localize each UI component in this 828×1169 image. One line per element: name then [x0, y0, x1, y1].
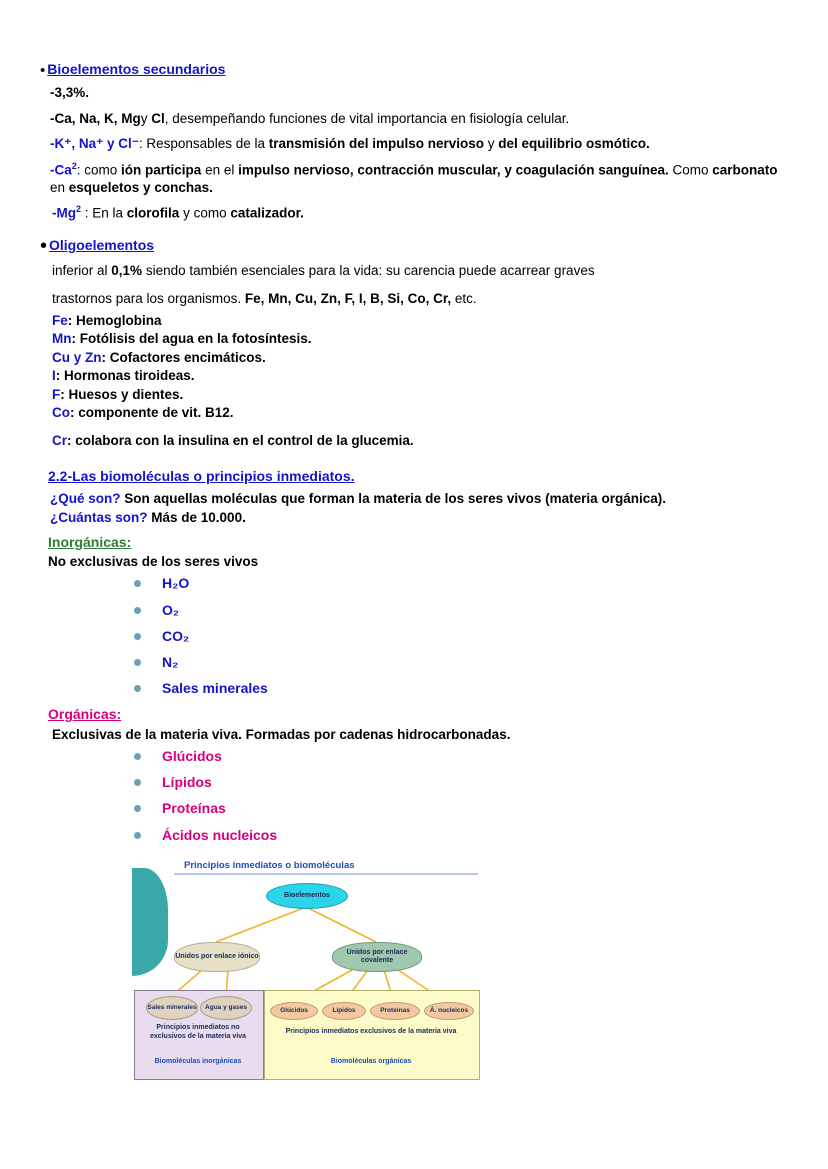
secundarios-percentage: -3,3%. — [50, 85, 90, 101]
diagram-pill-acidos-nucleicos: Á. nucleicos — [424, 1002, 474, 1020]
list-item — [130, 627, 784, 645]
element-cl: Cl — [151, 110, 165, 126]
list-item — [130, 574, 784, 592]
list-item — [130, 601, 784, 619]
diagram-node-enlace-ionico: Unidos por enlace iónico — [174, 942, 260, 972]
diagram-label-biomoleculas-organicas: Biomoléculas orgánicas — [330, 1057, 412, 1065]
list-item — [52, 330, 784, 348]
diagram-node-enlace-covalente: Unidos por enlace covalente — [332, 942, 422, 972]
molecule-label: H₂O — [162, 575, 190, 592]
ca-bold-2: impulso nervioso, contracción muscular, y coagulación sanguínea. — [238, 162, 669, 178]
oligo-symbol: I — [52, 368, 56, 384]
question-answer: Más de 10.000. — [147, 510, 246, 526]
oligo-text: : Hemoglobina — [67, 312, 162, 328]
heading-oligoelementos — [40, 236, 784, 256]
diagram-node-bioelementos: Bioelementos — [266, 883, 348, 909]
oligo-symbol: Mn — [52, 331, 72, 347]
oligo-p2-pre: trastornos para los organismos. — [52, 291, 245, 307]
question-label: ¿Qué son? — [50, 490, 121, 506]
diagram-caption-organic: Principios inmediatos exclusivos de la materia viva — [285, 1027, 457, 1035]
biomolecules-diagram — [132, 856, 482, 1086]
diagram-pill-proteinas: Proteínas — [370, 1002, 420, 1020]
list-item — [130, 747, 784, 765]
heading-text: Bioelementos secundarios — [47, 61, 226, 77]
ca-line — [40, 161, 784, 197]
heading-text: Oligoelementos — [49, 237, 155, 254]
organic-molecule-list — [40, 747, 784, 844]
bullet-icon: • — [40, 235, 48, 258]
diagram-title: Principios inmediatos o biomoléculas — [184, 859, 355, 871]
category-subtitle-organicas: Exclusivas de la materia viva. Formadas por cadenas hidrocarbonadas. — [52, 726, 511, 742]
secundarios-elements-line — [40, 110, 784, 128]
molecule-label: Proteínas — [162, 800, 226, 817]
list-item — [52, 367, 784, 385]
k-na-cl-symbols: -K⁺, Na⁺ y Cl⁻ — [50, 136, 139, 152]
mg-bold-2: catalizador. — [230, 205, 304, 221]
oligo-p1-pre: inferior al — [52, 263, 112, 279]
list-item — [130, 679, 784, 697]
oligo-text: : Huesos y dientes. — [60, 386, 184, 402]
list-item — [52, 432, 784, 450]
elements-conj: y — [140, 110, 148, 126]
question-que-son — [40, 490, 784, 508]
oligo-p2-bold: Fe, Mn, Cu, Zn, F, I, B, Si, Co, Cr, — [244, 291, 452, 307]
diagram-caption-inorganic: Principios inmediatos no exclusivos de la materia viva — [149, 1023, 247, 1040]
elements-rest: , desempeñando funciones de vital importancia en fisiología celular. — [164, 110, 570, 126]
oligo-symbol: F — [52, 386, 61, 402]
list-item — [130, 826, 784, 844]
oligo-element-list — [40, 312, 784, 450]
diagram-pill-sales-minerales: Sales minerales — [146, 996, 198, 1020]
section-title-biomoleculas: 2.2-Las biomoléculas o principios inmediatos. — [48, 468, 355, 485]
ca-text-1: : como — [76, 162, 122, 178]
oligo-paragraph-1 — [40, 262, 784, 280]
inorganic-molecule-list — [40, 574, 784, 697]
mg-line — [40, 204, 784, 222]
list-item — [130, 653, 784, 671]
molecule-label: N₂ — [162, 653, 179, 670]
oligo-text: : colabora con la insulina en el control de la glucemia. — [67, 432, 414, 448]
ca-text-4: en — [50, 179, 69, 195]
ca-bold-1: ión participa — [121, 162, 202, 178]
bullet-icon: • — [40, 62, 46, 79]
elements-list: -Ca, Na, K, Mg — [50, 110, 141, 126]
category-subtitle-inorganicas: No exclusivas de los seres vivos — [48, 553, 259, 569]
oligo-text: : Cofactores encimáticos. — [101, 349, 266, 365]
list-item — [52, 349, 784, 367]
ca-bold-3: carbonato — [712, 162, 778, 178]
oligo-p2-post: etc. — [451, 291, 477, 307]
molecule-label: Ácidos nucleicos — [162, 826, 278, 843]
list-item — [130, 799, 784, 817]
oligo-symbol: Cr — [52, 432, 68, 448]
ca-symbol: -Ca — [50, 162, 72, 178]
ca-text-3: Como — [668, 162, 713, 178]
category-title-organicas: Orgánicas: — [48, 706, 122, 723]
oligo-symbol: Co — [52, 405, 70, 421]
diagram-pill-glucidos: Glúcidos — [270, 1002, 318, 1020]
oligo-paragraph-2 — [40, 290, 784, 308]
list-item — [52, 404, 784, 422]
k-na-cl-bold-2: del equilibrio osmótico. — [498, 136, 650, 152]
oligo-symbol: Fe — [52, 312, 68, 328]
heading-bioelementos-secundarios — [40, 60, 784, 78]
k-na-cl-bold-1: transmisión del impulso nervioso — [268, 136, 485, 152]
mg-text-2: y como — [179, 205, 231, 221]
oligo-text: : Fotólisis del agua en la fotosíntesis. — [71, 331, 312, 347]
ca-superscript: 2 — [71, 160, 77, 171]
mg-bold-1: clorofila — [126, 205, 180, 221]
oligo-symbol: Cu y Zn — [52, 349, 102, 365]
molecule-label: Glúcidos — [162, 748, 222, 765]
k-na-cl-line — [40, 135, 784, 153]
list-item — [130, 773, 784, 791]
ca-bold-4: esqueletos y conchas. — [68, 179, 213, 195]
molecule-label: Lípidos — [162, 774, 212, 791]
question-answer: Son aquellas moléculas que forman la materia de los seres vivos (materia orgánica). — [120, 490, 666, 506]
molecule-label: CO₂ — [162, 627, 190, 644]
k-na-cl-text-2: y — [484, 136, 499, 152]
oligo-text: : componente de vit. B12. — [70, 405, 234, 421]
oligo-p1-post: siendo también esenciales para la vida: su carencia puede acarrear graves — [142, 263, 595, 279]
list-item — [52, 386, 784, 404]
mg-superscript: 2 — [76, 204, 82, 215]
molecule-label: Sales minerales — [162, 680, 268, 697]
oligo-p1-bold: 0,1% — [111, 263, 143, 279]
mg-text-1: : En la — [81, 205, 127, 221]
k-na-cl-text-1: : Responsables de la — [138, 136, 269, 152]
mg-symbol: -Mg — [52, 205, 76, 221]
question-label: ¿Cuántas son? — [50, 510, 148, 526]
question-cuantas-son — [40, 509, 784, 527]
diagram-label-biomoleculas-inorganicas: Biomoléculas inorgánicas — [154, 1057, 242, 1065]
list-item — [52, 312, 784, 330]
ca-text-2: en el — [201, 162, 239, 178]
diagram-pill-agua-gases: Agua y gases — [200, 996, 252, 1020]
diagram-pill-lipidos: Lípidos — [322, 1002, 366, 1020]
molecule-label: O₂ — [162, 601, 180, 618]
oligo-text: : Hormonas tiroideas. — [55, 368, 195, 384]
category-title-inorganicas: Inorgánicas: — [48, 533, 132, 550]
